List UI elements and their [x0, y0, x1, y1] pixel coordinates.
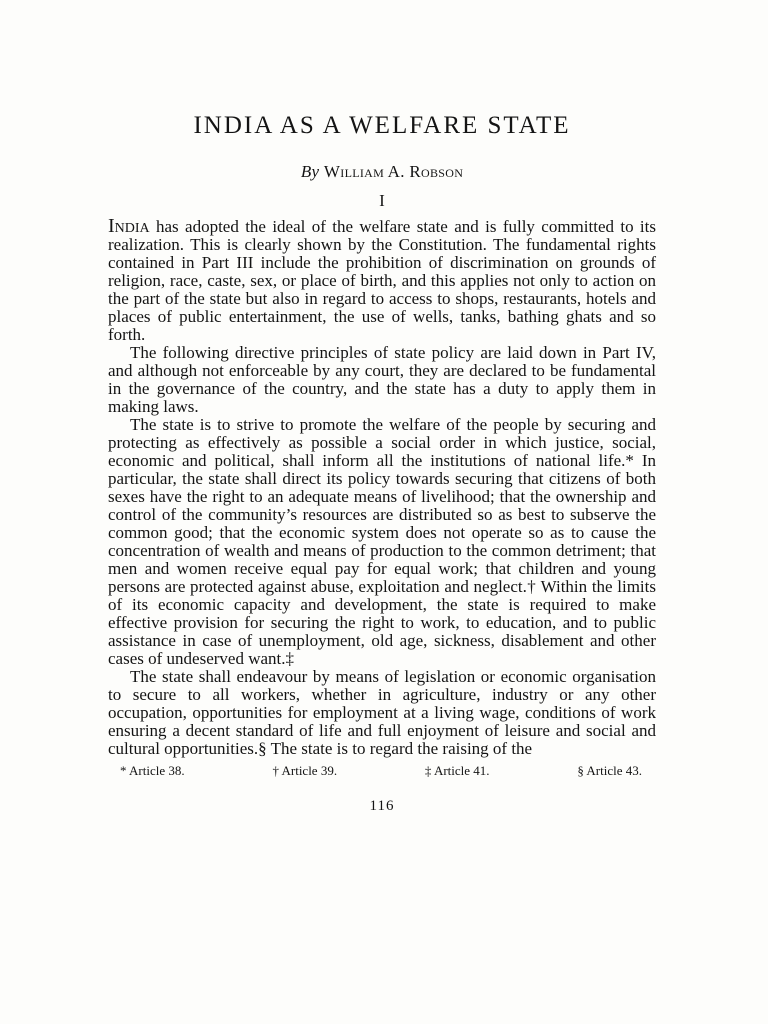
paragraph-3: The state is to strive to promote the welfare of the people by securing and protecting as effectively as possible a social order in which justice, social, economic and political, shall inform all the institutions of national life.* In particular, the state shall direct its policy towards securing that citizens of both sexes have the right to an adequate means of livelihood; that the ownership and control of the community’s resources are distributed so as best to subserve the common good; that the economic system does not operate so as to cause the concentration of wealth and means of production to the common detriment; that men and women receive equal pay for equal work; that children and young persons are protected against abuse, exploitation and neglect.† Within the limits of its economic capacity and development, the state is required to make effective provision for securing the right to work, to education, and to public assistance in case of unemployment, old age, sickness, disablement and other cases of undeserved want.‡	[108, 415, 656, 668]
footnote-4: § Article 43.	[577, 763, 642, 778]
paragraph-4: The state shall endeavour by means of legislation or economic organisation to secure to all workers, whether in agriculture, industry or any other occupation, opportunities for employment at a living wage, conditions of work ensuring a decent standard of life and full enjoyment of leisure and social and cultural opportunities.§ The state is to regard the raising of the	[108, 667, 656, 758]
paragraph-1-text: has adopted the ideal of the welfare state and is fully committed to its realization. This is clearly shown by the Constitution. The fundamental rights contained in Part III include the prohibition of discrimination on grounds of religion, race, caste, sex, or place of birth, and this applies not only to action on the part of the state but also in regard to access to shops, restaurants, hotels and places of public entertainment, the use of wells, tanks, bathing ghats and so forth.	[108, 217, 656, 344]
footnote-3: ‡ Article 41.	[424, 763, 490, 778]
article-page	[108, 112, 656, 815]
paragraph-1	[108, 217, 656, 344]
footnote-1: * Article 38.	[120, 763, 185, 778]
footnotes	[108, 763, 656, 779]
author-name: William A. Robson	[323, 162, 464, 181]
article-title: INDIA AS A WELFARE STATE	[193, 112, 571, 139]
first-word: India	[108, 215, 150, 237]
paragraph-2: The following directive principles of state policy are laid down in Part IV, and although not enforceable by any court, they are declared to be fundamental in the governance of the country, and the state has a duty to apply them in making laws.	[108, 343, 656, 416]
byline-prefix: By	[300, 162, 320, 181]
page-number: 116	[369, 798, 395, 814]
footnote-2: † Article 39.	[272, 763, 338, 778]
section-number: I	[379, 191, 385, 210]
byline	[108, 162, 656, 182]
